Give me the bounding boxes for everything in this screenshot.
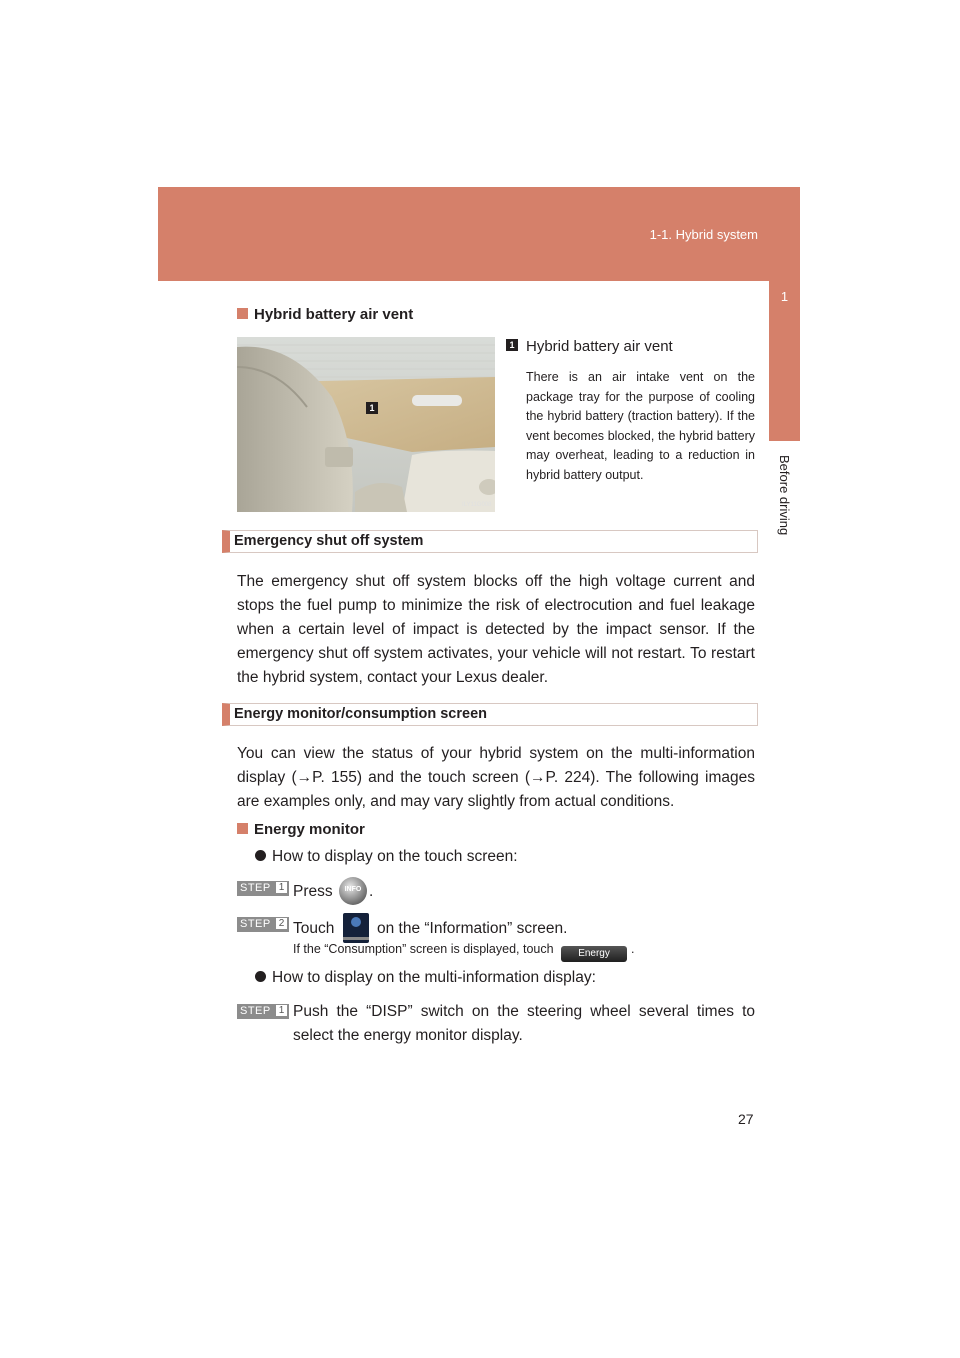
page-number: 27: [738, 1111, 754, 1127]
emergency-section-title: Emergency shut off system: [234, 533, 424, 549]
multi-info-bullet: How to display on the multi-information display:: [255, 969, 596, 987]
info-button-icon: INFO: [339, 877, 367, 905]
legend-description: There is an air intake vent on the package tray for the purpose of cooling the hybrid battery (traction battery). If the vent becomes blocked, the hybrid battery may overheat, leading to a reduction in hybrid battery output.: [526, 370, 755, 482]
emergency-body: The emergency shut off system blocks off the high voltage current and stops the fuel pump to minimize the risk of electrocution and fuel leakage when a certain level of impact is detected by the impact sensor. If the emergency shut off system activates, your vehicle will not restart. To restart the hybrid system, contact your Lexus dealer.: [237, 573, 755, 686]
step2-note: If the “Consumption” screen is displayed, touch Energy .: [293, 942, 635, 962]
step2-text: Touch on the “Information” screen.: [293, 913, 567, 943]
step-badge: STEP 1: [237, 1004, 289, 1019]
legend-callout-1: 1: [506, 339, 518, 351]
legend-title: Hybrid battery air vent: [526, 338, 673, 355]
chapter-label: Before driving: [777, 455, 792, 536]
chapter-number: 1: [780, 289, 789, 304]
vent-heading: Hybrid battery air vent: [237, 306, 413, 323]
step3-text: Push the “DISP” switch on the steering wheel several times to select the energy monitor display.: [293, 1003, 755, 1044]
chapter-tab: [769, 187, 800, 441]
photo-callout-1: 1: [366, 402, 378, 414]
energy-section-bar: [222, 703, 758, 726]
photo-code: ILY11G008: [462, 502, 492, 508]
energy-monitor-heading: Energy monitor: [237, 821, 365, 838]
energy-button: Energy: [561, 946, 627, 962]
trip-information-icon: [343, 913, 369, 943]
step1-text: Press INFO .: [293, 877, 373, 905]
step-badge: STEP 1: [237, 881, 289, 896]
vent-photo: [237, 337, 495, 512]
rear-seat-photo-illustration: [237, 337, 495, 512]
touch-screen-bullet: How to display on the touch screen:: [255, 848, 518, 866]
energy-section-title: Energy monitor/consumption screen: [234, 706, 487, 722]
emergency-section-bar: [222, 530, 758, 553]
bullet-dot-icon: [255, 850, 266, 861]
bullet-dot-icon: [255, 971, 266, 982]
chapter-title: 1-1. Hybrid system: [649, 227, 758, 242]
energy-body: You can view the status of your hybrid system on the multi-information display (→P. 155) and the touch screen (→P. 224). The following images are examples only, and may vary slightly from actual conditions.: [237, 745, 755, 810]
chapter-header: [158, 187, 800, 281]
step-badge: STEP 2: [237, 917, 289, 932]
square-bullet-icon: [237, 823, 248, 834]
square-bullet-icon: [237, 308, 248, 319]
